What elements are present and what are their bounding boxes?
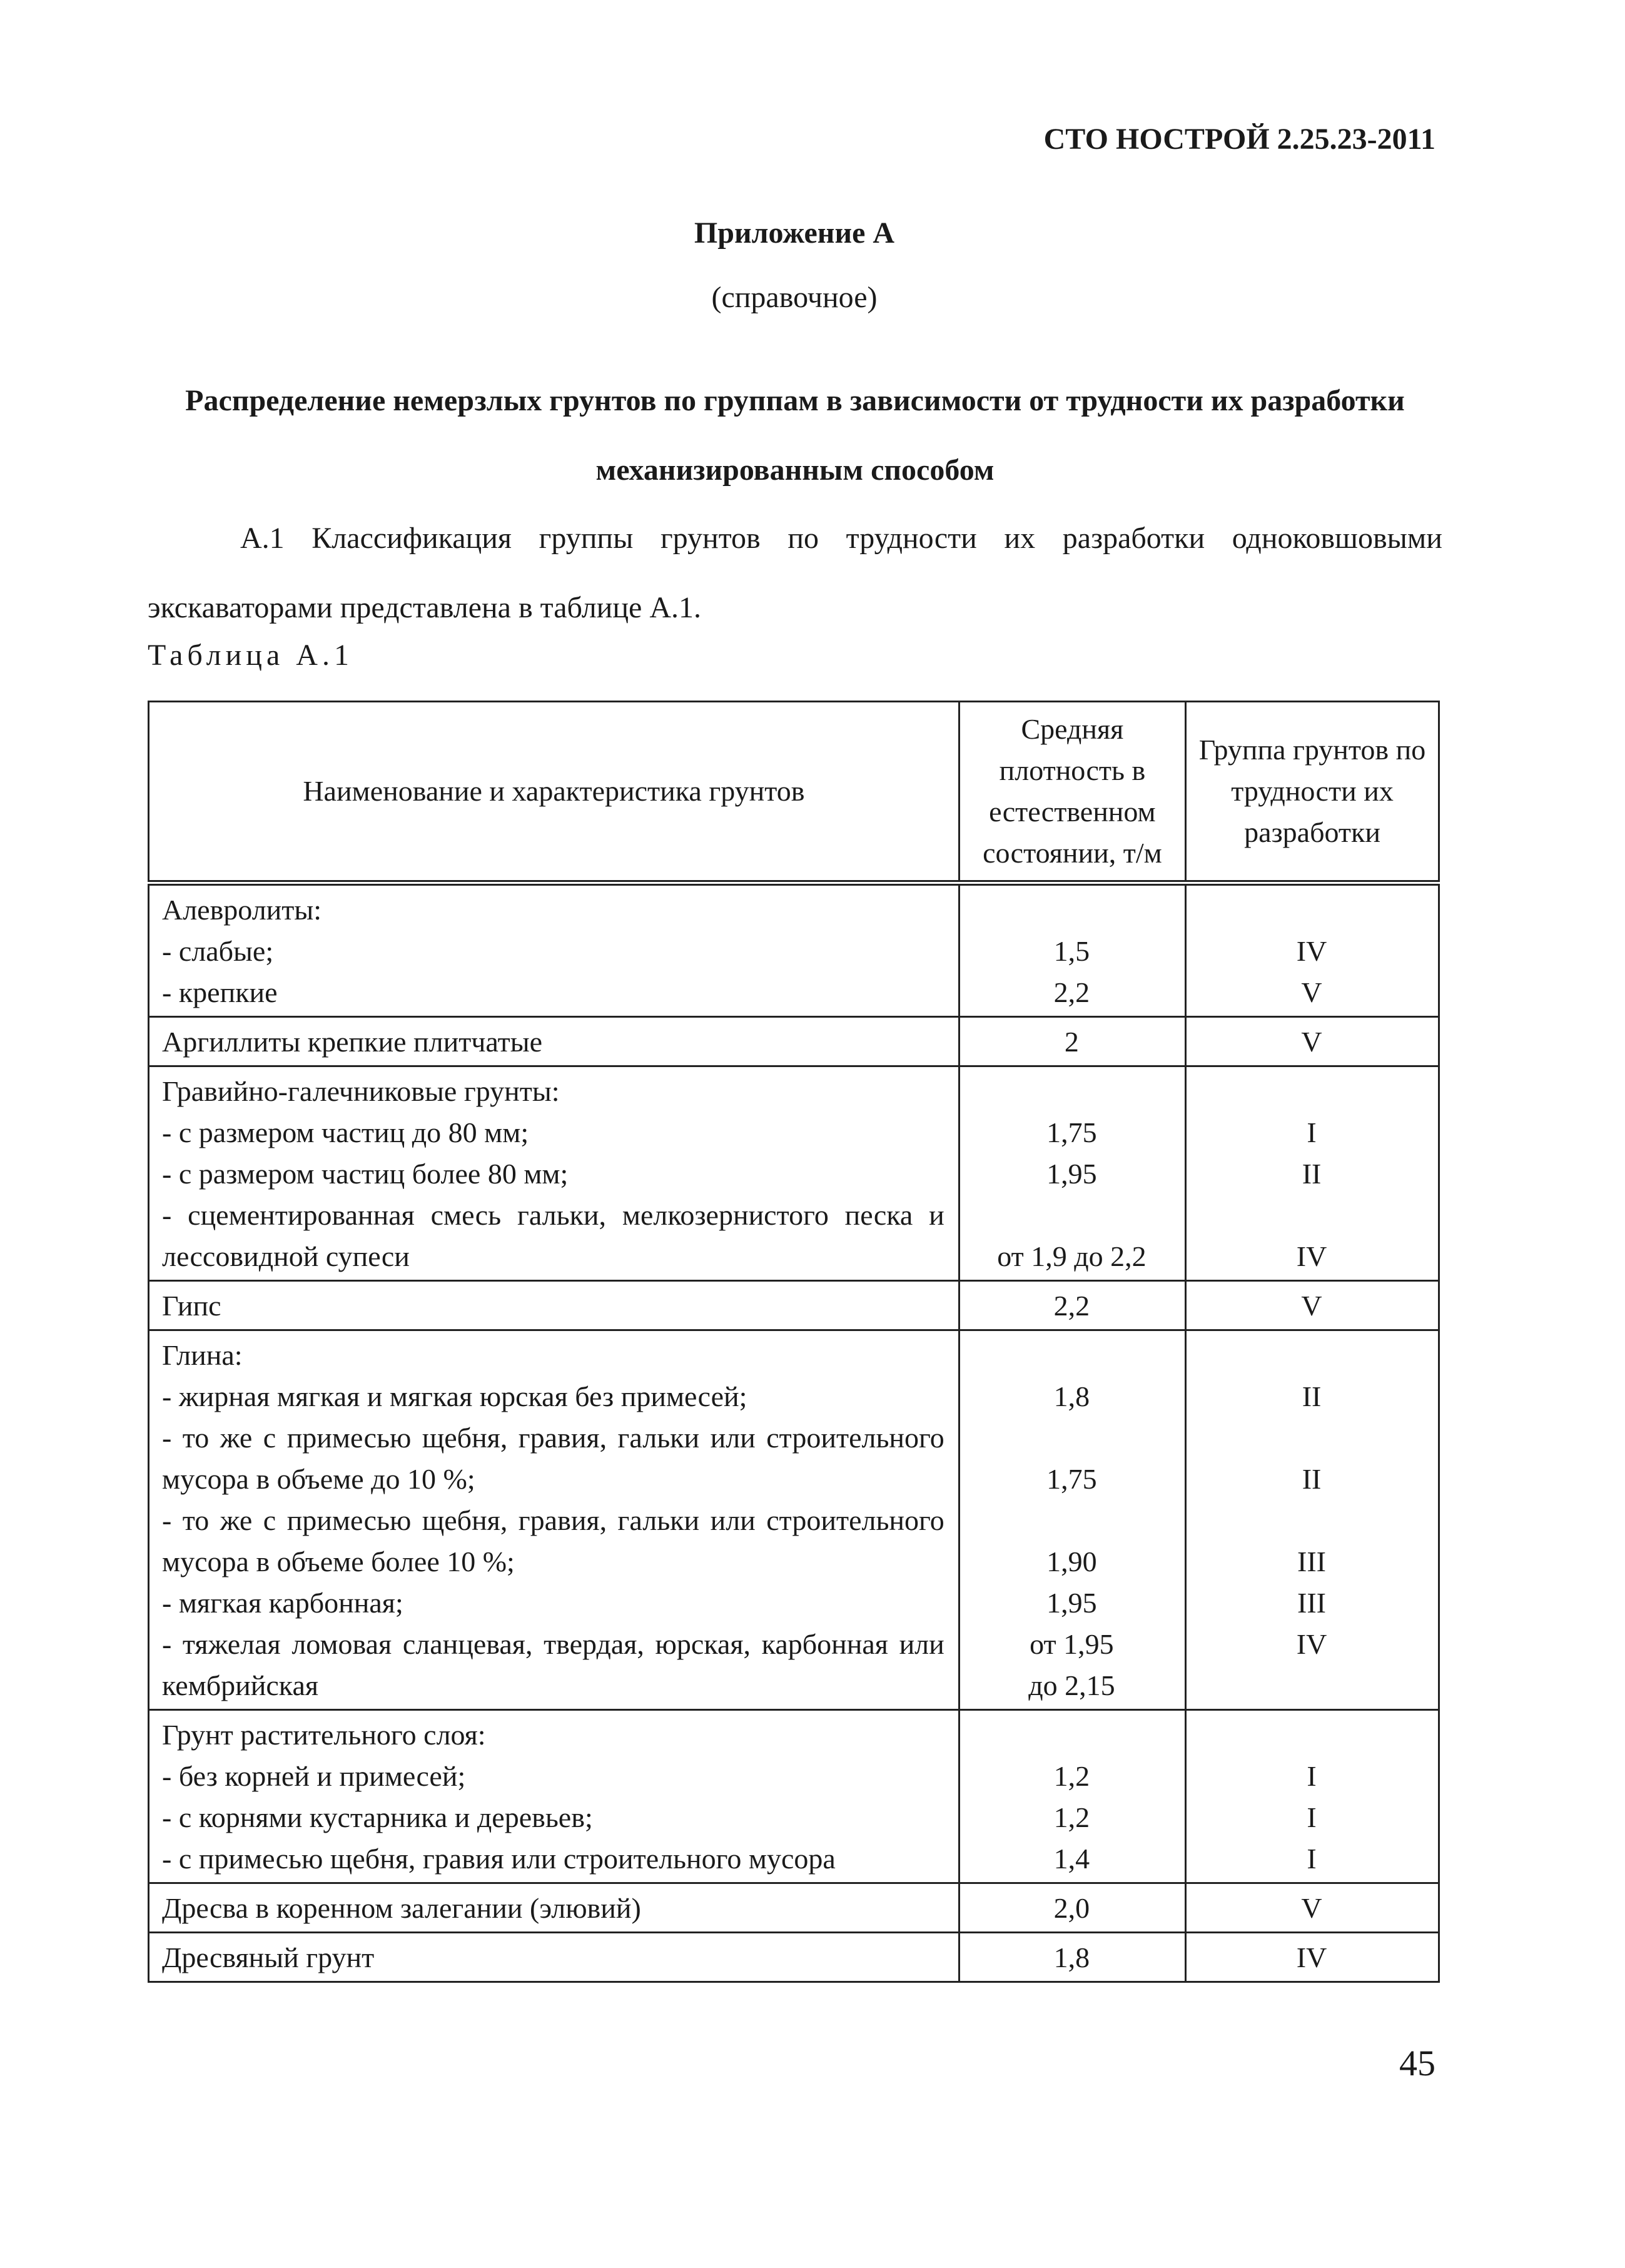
group-line [1199,1071,1424,1112]
table-row [149,1066,1439,1281]
density-value: от 1,95 до 2,15 [1028,1628,1115,1701]
table-header-row [149,702,1439,883]
density-value: 2,2 [1053,976,1090,1008]
intro-paragraph: А.1 Классификация группы грунтов по трудности их разработки одноковшовыми экскаваторами представлена в таблице А.1. [148,522,1442,624]
soil-name-line: Гипс [162,1290,221,1322]
density-value: 2 [1064,1026,1079,1058]
group-value: V [1301,1026,1322,1058]
table-row [149,1017,1439,1066]
soil-name-line: - жирная мягкая и мягкая юрская без примесей; [162,1380,747,1412]
group-value: I [1307,1801,1317,1833]
density-value: 1,75 [1046,1116,1097,1148]
soil-name-line: - мягкая карбонная; [162,1587,403,1619]
header-density: Средняя плотность в естественном состоянии, т/м [959,702,1185,883]
table-row [149,1883,1439,1933]
cell-density [959,1066,1185,1281]
soil-name-line: - без корней и примесей; [162,1760,466,1792]
cell-group [1186,1330,1439,1710]
group-line [1199,1335,1424,1376]
density-line [973,1376,1171,1417]
group-line [1199,1714,1424,1756]
density-line [973,1195,1171,1277]
group-line [1199,1937,1424,1978]
group-value: IV [1296,1941,1327,1973]
group-value: I [1307,1843,1317,1875]
density-line [973,1838,1171,1880]
density-line [973,972,1171,1013]
density-line [973,1153,1171,1195]
cell-group [1186,883,1439,1017]
density-line [973,1071,1171,1112]
soil-name-line: Дресва в коренном залегании (элювий) [162,1892,641,1924]
density-value: 1,2 [1053,1801,1090,1833]
standard-code: СТО НОСТРОЙ 2.25.23-2011 [1043,123,1435,156]
density-line [973,1112,1171,1153]
group-value: I [1307,1760,1317,1792]
density-line [973,1021,1171,1063]
group-line [1199,1195,1424,1277]
cell-soil-name [149,1281,959,1330]
cell-soil-name [149,883,959,1017]
soil-name-line: - то же с примесью щебня, гравия, гальки или строительного мусора в объеме более 10 %; [162,1504,944,1577]
group-value: IV [1296,1240,1327,1272]
density-line [973,1500,1171,1582]
soil-name-line: - с размером частиц до 80 мм; [162,1116,529,1148]
soil-name-line: Грунт растительного слоя: [162,1719,486,1751]
group-line [1199,1838,1424,1880]
density-line [973,1797,1171,1838]
density-line [973,1714,1171,1756]
cell-group [1186,1281,1439,1330]
table-label: Таблица А.1 [148,639,353,672]
density-line [973,1756,1171,1797]
soil-name-line: - с корнями кустарника и деревьев; [162,1801,593,1833]
soil-name-line: - с размером частиц более 80 мм; [162,1158,569,1190]
group-value: II [1302,1158,1322,1190]
group-line [1199,931,1424,972]
group-line [1199,1500,1424,1582]
cell-group [1186,1883,1439,1933]
group-value: III [1297,1587,1327,1619]
group-value: IV [1296,1628,1327,1660]
cell-soil-name [149,1883,959,1933]
group-line [1199,1582,1424,1624]
soil-name-line: - с примесью щебня, гравия или строительного мусора [162,1843,836,1875]
density-line [973,1417,1171,1500]
annex-title: Приложение А [694,216,895,250]
group-value: III [1297,1546,1327,1577]
soil-name-line: Дресвяный грунт [162,1941,375,1973]
density-value: 1,8 [1053,1941,1090,1973]
table-row [149,1330,1439,1710]
group-line [1199,1285,1424,1327]
cell-group [1186,1066,1439,1281]
density-value: от 1,9 до 2,2 [997,1240,1147,1272]
section-heading: Распределение немерзлых грунтов по группам в зависимости от трудности их разработки механизированным способом [185,384,1405,487]
density-value: 1,5 [1053,935,1090,967]
group-line [1199,1112,1424,1153]
cell-density [959,1281,1185,1330]
soil-name-line: - тяжелая ломовая сланцевая, твердая, юрская, карбонная или кембрийская [162,1628,944,1701]
cell-soil-name [149,1710,959,1883]
density-line [973,1335,1171,1376]
soil-name-line: - крепкие [162,976,278,1008]
annex-kind: (справочное) [711,281,878,314]
density-value: 1,75 [1046,1463,1097,1495]
cell-group [1186,1017,1439,1066]
density-line [973,1582,1171,1624]
table-row [149,883,1439,1017]
soil-name-line: - сцементированная смесь гальки, мелкозернистого песка и лессовидной супеси [162,1199,944,1272]
density-line [973,1937,1171,1978]
density-line [973,889,1171,931]
group-value: II [1302,1380,1322,1412]
table-row [149,1281,1439,1330]
group-value: IV [1296,935,1327,967]
density-value: 2,0 [1053,1892,1090,1924]
cell-density [959,1330,1185,1710]
soil-groups-table [148,701,1440,1983]
density-line [973,931,1171,972]
cell-soil-name [149,1017,959,1066]
cell-group [1186,1933,1439,1982]
page-number: 45 [1399,2043,1435,2083]
density-line [973,1624,1171,1706]
cell-density [959,1710,1185,1883]
group-value: V [1301,1290,1322,1322]
group-line [1199,1624,1424,1706]
header-group: Группа грунтов по трудности их разработки [1186,702,1439,883]
density-value: 1,90 [1046,1546,1097,1577]
table-row [149,1710,1439,1883]
group-line [1199,1021,1424,1063]
soil-name-line: Алевролиты: [162,894,322,926]
table-body [149,883,1439,1982]
cell-soil-name [149,1066,959,1281]
group-line [1199,1376,1424,1417]
group-line [1199,1888,1424,1929]
cell-density [959,1883,1185,1933]
soil-name-line: Аргиллиты крепкие плитчатые [162,1026,543,1058]
density-value: 1,2 [1053,1760,1090,1792]
density-line [973,1285,1171,1327]
table-row [149,1933,1439,1982]
group-value: V [1301,976,1322,1008]
density-value: 1,8 [1053,1380,1090,1412]
density-value: 1,4 [1053,1843,1090,1875]
cell-soil-name [149,1933,959,1982]
group-value: I [1307,1116,1317,1148]
density-value: 2,2 [1053,1290,1090,1322]
header-name: Наименование и характеристика грунтов [149,702,959,883]
group-line [1199,1153,1424,1195]
cell-density [959,883,1185,1017]
density-line [973,1888,1171,1929]
soil-name-line: - то же с примесью щебня, гравия, гальки или строительного мусора в объеме до 10 %; [162,1422,944,1495]
group-value: II [1302,1463,1322,1495]
group-value: V [1301,1892,1322,1924]
group-line [1199,972,1424,1013]
cell-soil-name [149,1330,959,1710]
group-line [1199,889,1424,931]
group-line [1199,1797,1424,1838]
density-value: 1,95 [1046,1158,1097,1190]
soil-name-line: Глина: [162,1339,243,1371]
density-value: 1,95 [1046,1587,1097,1619]
group-line [1199,1417,1424,1500]
group-line [1199,1756,1424,1797]
cell-density [959,1017,1185,1066]
soil-name-line: Гравийно-галечниковые грунты: [162,1075,560,1107]
cell-density [959,1933,1185,1982]
soil-name-line: - слабые; [162,935,274,967]
cell-group [1186,1710,1439,1883]
